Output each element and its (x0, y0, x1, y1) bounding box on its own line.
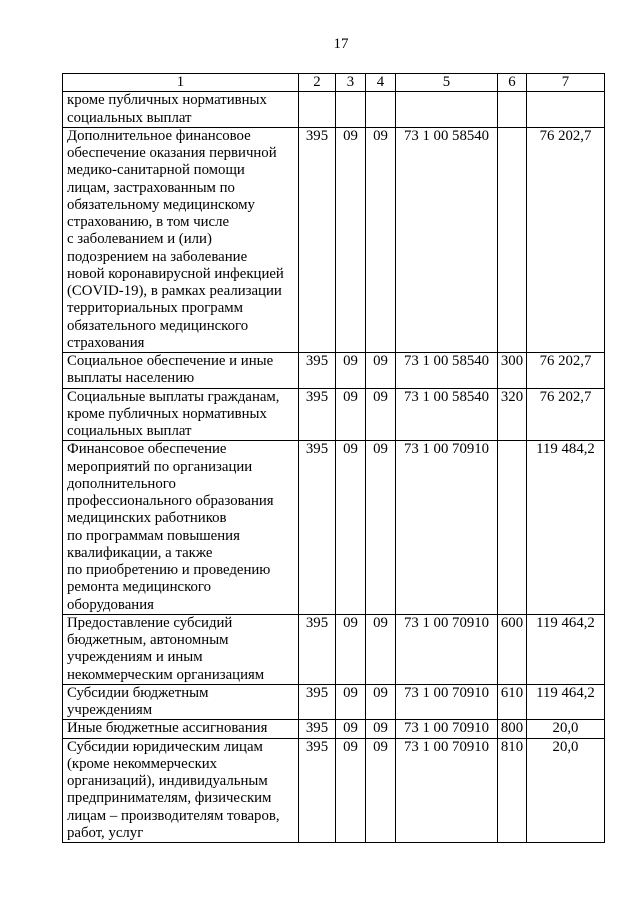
table-row (63, 720, 605, 738)
amount-cell (527, 92, 605, 128)
table-row (63, 127, 605, 352)
amount-cell: 76 202,7 (527, 353, 605, 389)
subsection-code-cell (366, 92, 396, 128)
column-header-5: 5 (396, 74, 498, 92)
section-code-cell (336, 92, 366, 128)
target-article-cell: 73 1 00 70910 (396, 441, 498, 615)
amount-cell: 76 202,7 (527, 388, 605, 441)
expense-type-cell: 600 (498, 614, 527, 684)
column-header-6: 6 (498, 74, 527, 92)
item-name-cell: Финансовое обеспечение мероприятий по организации дополнительного профессионального образования медицинских работников по программам повышения квалификации, а также по приобретению и проведению ремонта медицинского оборудования (63, 441, 299, 615)
column-header-1: 1 (63, 74, 299, 92)
section-code-cell: 09 (336, 388, 366, 441)
amount-cell: 20,0 (527, 738, 605, 843)
subsection-code-cell: 09 (366, 684, 396, 720)
table-header-row (63, 74, 605, 92)
section-code-cell: 09 (336, 720, 366, 738)
expense-type-cell (498, 441, 527, 615)
section-code-cell: 09 (336, 684, 366, 720)
item-name-cell: Дополнительное финансовое обеспечение оказания первичной медико-санитарной помощи лицам, застрахованным по обязательному медицинскому страхованию, в том числе с заболеванием и (или) подозрением на заболевание новой коронавирусной инфекцией (COVID-19), в рамках реализации территориальных программ обязательного медицинского страхования (63, 127, 299, 352)
target-article-cell: 73 1 00 70910 (396, 720, 498, 738)
table-row (63, 353, 605, 389)
subsection-code-cell: 09 (366, 738, 396, 843)
table-row (63, 614, 605, 684)
item-name-cell: Субсидии бюджетным учреждениям (63, 684, 299, 720)
ministry-code-cell (299, 92, 336, 128)
amount-cell: 119 464,2 (527, 684, 605, 720)
amount-cell: 119 464,2 (527, 614, 605, 684)
section-code-cell: 09 (336, 614, 366, 684)
amount-cell: 20,0 (527, 720, 605, 738)
budget-table (62, 73, 605, 843)
ministry-code-cell: 395 (299, 684, 336, 720)
subsection-code-cell: 09 (366, 720, 396, 738)
subsection-code-cell: 09 (366, 388, 396, 441)
table-row (63, 738, 605, 843)
subsection-code-cell: 09 (366, 353, 396, 389)
ministry-code-cell: 395 (299, 614, 336, 684)
table-row (63, 388, 605, 441)
target-article-cell: 73 1 00 58540 (396, 127, 498, 352)
amount-cell: 119 484,2 (527, 441, 605, 615)
column-header-4: 4 (366, 74, 396, 92)
item-name-cell: Социальное обеспечение и иные выплаты населению (63, 353, 299, 389)
table-row (63, 92, 605, 128)
table-row (63, 684, 605, 720)
target-article-cell (396, 92, 498, 128)
page-number: 17 (333, 36, 349, 52)
item-name-cell: Предоставление субсидий бюджетным, автономным учреждениям и иным некоммерческим организациям (63, 614, 299, 684)
target-article-cell: 73 1 00 70910 (396, 684, 498, 720)
subsection-code-cell: 09 (366, 441, 396, 615)
column-header-3: 3 (336, 74, 366, 92)
ministry-code-cell: 395 (299, 441, 336, 615)
column-header-7: 7 (527, 74, 605, 92)
ministry-code-cell: 395 (299, 353, 336, 389)
item-name-cell: Социальные выплаты гражданам, кроме публичных нормативных социальных выплат (63, 388, 299, 441)
ministry-code-cell: 395 (299, 388, 336, 441)
ministry-code-cell: 395 (299, 127, 336, 352)
section-code-cell: 09 (336, 738, 366, 843)
expense-type-cell: 320 (498, 388, 527, 441)
amount-cell: 76 202,7 (527, 127, 605, 352)
section-code-cell: 09 (336, 353, 366, 389)
item-name-cell: Иные бюджетные ассигнования (63, 720, 299, 738)
section-code-cell: 09 (336, 441, 366, 615)
ministry-code-cell: 395 (299, 738, 336, 843)
column-header-2: 2 (299, 74, 336, 92)
target-article-cell: 73 1 00 58540 (396, 353, 498, 389)
table-row (63, 441, 605, 615)
expense-type-cell: 800 (498, 720, 527, 738)
target-article-cell: 73 1 00 58540 (396, 388, 498, 441)
ministry-code-cell: 395 (299, 720, 336, 738)
item-name-cell: кроме публичных нормативных социальных выплат (63, 92, 299, 128)
subsection-code-cell: 09 (366, 127, 396, 352)
expense-type-cell: 300 (498, 353, 527, 389)
item-name-cell: Субсидии юридическим лицам (кроме некоммерческих организаций), индивидуальным предпринимателям, физическим лицам – производителям товаров, работ, услуг (63, 738, 299, 843)
expense-type-cell: 610 (498, 684, 527, 720)
expense-type-cell (498, 92, 527, 128)
section-code-cell: 09 (336, 127, 366, 352)
expense-type-cell: 810 (498, 738, 527, 843)
target-article-cell: 73 1 00 70910 (396, 614, 498, 684)
target-article-cell: 73 1 00 70910 (396, 738, 498, 843)
expense-type-cell (498, 127, 527, 352)
subsection-code-cell: 09 (366, 614, 396, 684)
